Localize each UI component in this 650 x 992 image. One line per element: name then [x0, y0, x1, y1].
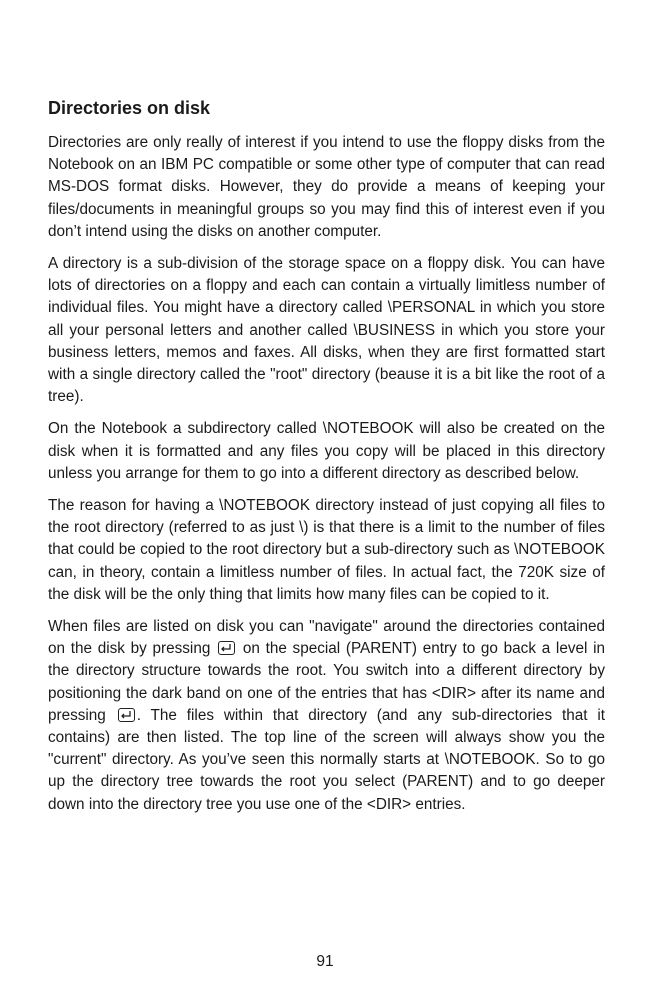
page-content [48, 96, 605, 826]
paragraph: The reason for having a \NOTEBOOK directory instead of just copying all files to the root directory (referred to as just \) is that there is a limit to the number of files that could be copied to the root directory but a sub-directory such as \NOTEBOOK can, in theory, contain a limitless number of files. In actual fact, the 720K size of the disk will be the only thing that limits how many files can be copied to it. [48, 497, 605, 603]
paragraph [48, 616, 605, 816]
paragraph: On the Notebook a subdirectory called \NOTEBOOK will also be created on the disk when it is formatted and any files you copy will be placed in this directory unless you arrange for them to go into a different directory as described below. [48, 420, 605, 482]
text-segment: When files are listed on disk you can "navigate" around the directories contained on the disk by pressing [48, 618, 605, 658]
text-segment: . The files within that directory (and any sub-directories that it contains) are then listed. The top line of the screen will always show you the "current" directory. As you’ve seen this normally starts at \NOTEBOOK. So to go up the directory tree towards the root you select (PARENT) and to go deeper down into the directory tree you use one of the <DIR> entries. [48, 706, 605, 813]
text-segment: on the special (PARENT) entry to go back a level in the directory structure towards the root. You switch into a different directory by positioning the dark band on one of the entries that has <DIR> after its name and pressing [48, 640, 606, 724]
section-heading: Directories on disk [48, 98, 211, 118]
page-number: 91 [316, 953, 334, 970]
paragraph: A directory is a sub-division of the storage space on a floppy disk. You can have lots of directories on a floppy and each can contain a virtually limitless number of individual files. You might have a directory called \PERSONAL in which you store all your personal letters and another called \BUSINESS in which you store your business letters, memos and faxes. All disks, when they are first formatted start with a single directory called the "root" directory (beause it is a bit like the root of a tree). [48, 255, 605, 406]
paragraph: Directories are only really of interest if you intend to use the floppy disks from the Notebook on an IBM PC compatible or some other type of computer that can read MS-DOS format disks. However, they do provide a means of keeping your files/documents in meaningful groups so you may find this of interest even if you don’t intend using the disks on another computer. [48, 134, 605, 240]
enter-key-icon [218, 641, 235, 655]
enter-key-icon [118, 708, 135, 722]
